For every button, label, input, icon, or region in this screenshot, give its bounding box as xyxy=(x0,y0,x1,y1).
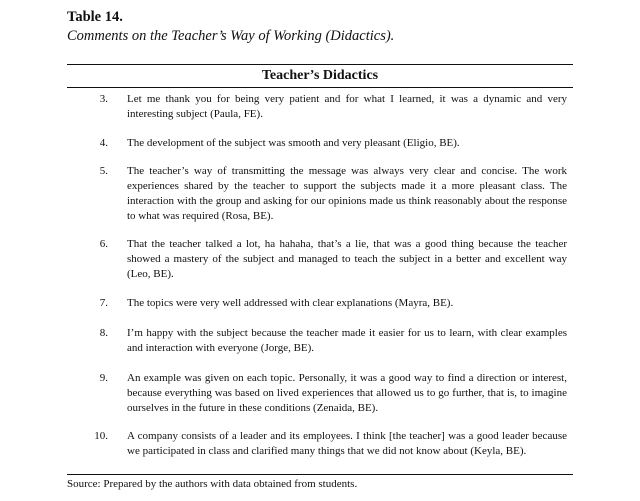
row-comment: The topics were very well addressed with clear explanations (Mayra, BE). xyxy=(127,297,454,309)
table-bottom-rule xyxy=(67,474,573,475)
row-number: 6. xyxy=(99,238,108,250)
row-comment: Let me thank you for being very patient and for what I learned, it was a dynamic and very interesting subject (Paula, FE). xyxy=(127,93,567,120)
row-number: 4. xyxy=(99,137,108,149)
row-number: 8. xyxy=(99,327,108,339)
row-comment: The development of the subject was smooth and very pleasant (Eligio, BE). xyxy=(127,137,460,149)
column-heading: Teacher’s Didactics xyxy=(261,68,379,83)
row-comment: I’m happy with the subject because the teacher made it easier for us to learn, with clear examples and interaction with everyone (Jorge, BE). xyxy=(127,327,567,354)
row-comment: A company consists of a leader and its employees. I think [the teacher] was a good leader because we participated in class and clarified many things that we did not know about (Keyla, BE). xyxy=(127,430,567,457)
table-top-rule xyxy=(67,64,573,65)
row-number: 3. xyxy=(99,93,108,105)
row-number: 7. xyxy=(99,297,108,309)
table-caption: Comments on the Teacher’s Way of Working (Didactics). xyxy=(67,28,395,44)
table-label: Table 14. xyxy=(67,9,123,25)
row-comment: The teacher’s way of transmitting the message was always very clear and concise. The work experiences shared by the teacher to support the subjects made it a more pleasant class. The interaction with the group and asking for our opinions made us think reasonably about the response to what was required (Rosa, BE). xyxy=(127,165,567,222)
heading-rule xyxy=(67,87,573,88)
row-number: 10. xyxy=(94,430,108,442)
row-number: 5. xyxy=(99,165,108,177)
row-number: 9. xyxy=(99,372,108,384)
row-comment: An example was given on each topic. Personally, it was a good way to find a direction or interest, because everything was based on lived experiences that allowed us to go further, that is, to imagine ourselves in the future in these conditions (Zenaida, BE). xyxy=(127,372,567,414)
source-note: Source: Prepared by the authors with data obtained from students. xyxy=(67,478,358,490)
row-comment: That the teacher talked a lot, ha hahaha, that’s a lie, that was a good thing because the teacher showed a mastery of the subject and managed to teach the subject in a better and excellent way (Leo, BE). xyxy=(127,238,567,280)
